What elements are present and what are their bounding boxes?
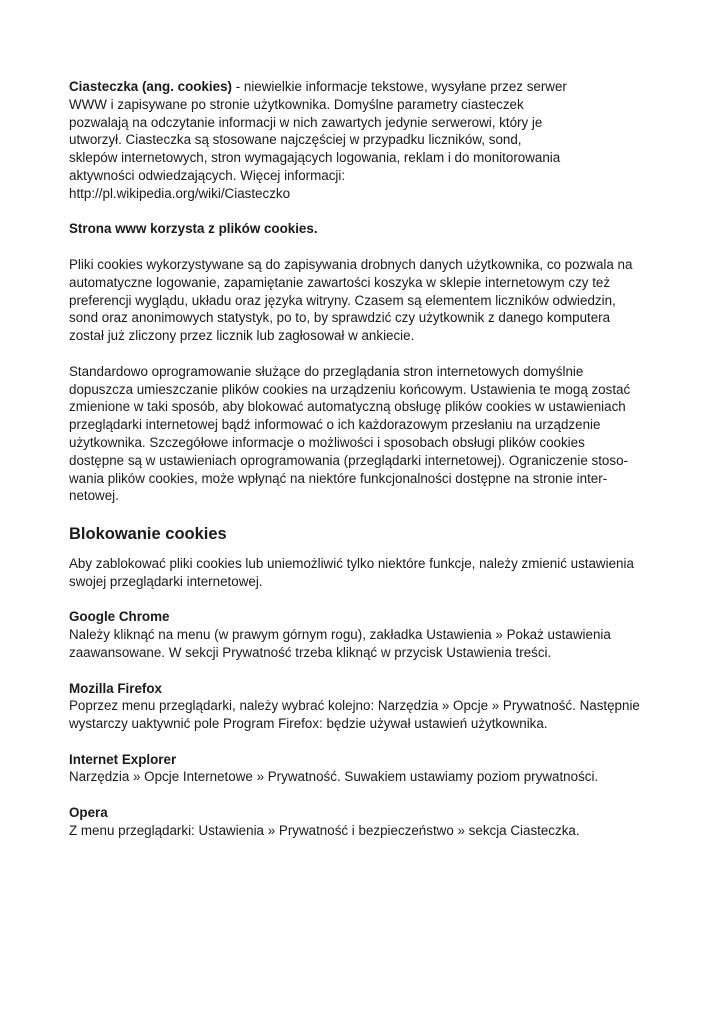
paragraph-line: Pliki cookies wykorzystywane są do zapisywania drobnych danych użytkownika, co pozwala na bbox=[69, 256, 633, 272]
browser-name: Opera bbox=[69, 805, 108, 821]
blocking-intro bbox=[69, 555, 659, 591]
paragraph-line: użytkownika. Szczegółowe informacje o możliwości i sposobach obsługi plików cookies bbox=[69, 434, 585, 450]
browser-instruction: Z menu przeglądarki: Ustawienia » Prywatność i bezpieczeństwo » sekcja Ciasteczka. bbox=[69, 822, 580, 838]
paragraph-line: został już zliczony przez licznik lub zagłosował w ankiecie. bbox=[69, 328, 415, 344]
paragraph-line: swojej przeglądarki internetowej. bbox=[69, 573, 263, 589]
browser-instruction: zaawansowane. W sekcji Prywatność trzeba kliknąć w przycisk Ustawienia treści. bbox=[69, 644, 552, 660]
cookies-notice: Strona www korzysta z plików cookies. bbox=[69, 221, 318, 237]
browser-section-ie bbox=[69, 751, 659, 787]
browser-name: Google Chrome bbox=[69, 609, 170, 625]
document-page bbox=[69, 78, 659, 840]
intro-line: sklepów internetowych, stron wymagających logowania, reklam i do monitorowania bbox=[69, 150, 561, 166]
paragraph-line: wania plików cookies, może wpłynąć na niektóre funkcjonalności dostępne na stronie inter- bbox=[69, 470, 608, 486]
intro-line: pozwalają na odczytanie informacji w nich zawartych jedynie serwerowi, który je bbox=[69, 114, 543, 130]
browser-name: Internet Explorer bbox=[69, 751, 177, 767]
settings-paragraph bbox=[69, 363, 659, 505]
paragraph-line: automatyczne logowanie, zapamiętanie zawartości koszyka w sklepie internetowym czy też bbox=[69, 274, 611, 290]
paragraph-line: zmienione w taki sposób, aby blokować automatyczną obsługę plików cookies w ustawieniach bbox=[69, 399, 626, 415]
intro-line bbox=[69, 78, 659, 96]
intro-line: aktywności odwiedzających. Więcej informacji: bbox=[69, 167, 346, 183]
browser-instruction: wystarczy uaktywnić pole Program Firefox: będzie używał ustawień użytkownika. bbox=[69, 716, 548, 732]
browser-name: Mozilla Firefox bbox=[69, 680, 163, 696]
usage-paragraph bbox=[69, 256, 659, 345]
wikipedia-link-text: http://pl.wikipedia.org/wiki/Ciasteczko bbox=[69, 185, 291, 201]
browser-instruction: Należy kliknąć na menu (w prawym górnym rogu), zakładka Ustawienia » Pokaż ustawienia bbox=[69, 627, 611, 643]
browser-section-opera bbox=[69, 804, 659, 840]
paragraph-line: dopuszcza umieszczanie plików cookies na urządzeniu końcowym. Ustawienia te mogą zostać bbox=[69, 381, 631, 397]
intro-line: utworzył. Ciasteczka są stosowane najczęściej w przypadku liczników, sond, bbox=[69, 132, 522, 148]
paragraph-line: dostępne są w ustawieniach oprogramowania (przeglądarki internetowej). Ograniczenie stoso- bbox=[69, 452, 628, 468]
paragraph-line: sond oraz anonimowych statystyk, po to, by sprawdzić czy użytkownik z danego komputera bbox=[69, 310, 611, 326]
browser-section-firefox bbox=[69, 680, 659, 733]
paragraph-line: Standardowo oprogramowanie służące do przeglądania stron internetowych domyślnie bbox=[69, 363, 584, 379]
paragraph-line: przeglądarki internetowej bądź informować o ich każdorazowym przesłaniu na urządzenie bbox=[69, 417, 601, 433]
paragraph-line: netowej. bbox=[69, 488, 119, 504]
intro-line-rest: - niewielkie informacje tekstowe, wysyłane przez serwer bbox=[231, 79, 567, 94]
intro-paragraph bbox=[69, 78, 659, 203]
browser-instruction: Narzędzia » Opcje Internetowe » Prywatność. Suwakiem ustawiamy poziom prywatności. bbox=[69, 769, 599, 785]
paragraph-line: Aby zablokować pliki cookies lub uniemożliwić tylko niektóre funkcje, należy zmienić ustawienia bbox=[69, 555, 634, 571]
browser-instruction: Poprzez menu przeglądarki, należy wybrać kolejno: Narzędzia » Opcje » Prywatność. Następnie bbox=[69, 698, 640, 714]
intro-line: WWW i zapisywane po stronie użytkownika. Domyślne parametry ciasteczek bbox=[69, 96, 524, 112]
browser-section-chrome bbox=[69, 608, 659, 661]
intro-term: Ciasteczka (ang. cookies) bbox=[69, 79, 232, 94]
paragraph-line: preferencji wyglądu, układu oraz języka witryny. Czasem są elementem liczników odwiedzin, bbox=[69, 292, 616, 308]
blocking-heading: Blokowanie cookies bbox=[69, 524, 227, 543]
